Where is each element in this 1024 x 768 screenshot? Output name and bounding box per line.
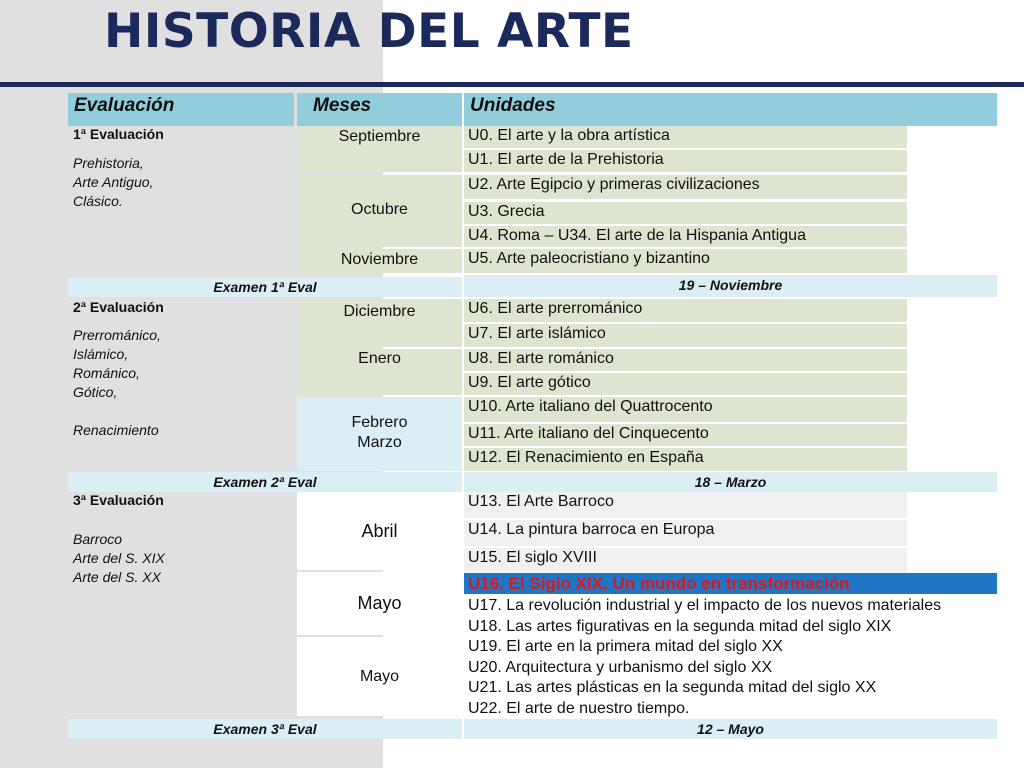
unit-row: U12. El Renacimiento en España [464,448,907,471]
unit-row: U18. Las artes figurativas en la segunda mitad del siglo XIX [468,617,892,635]
unit-row: U22. El arte de nuestro tiempo. [468,699,690,717]
evaluation-3-topic: Arte del S. XX [73,569,161,585]
exam-date: 18 – Marzo [464,472,997,492]
month-cell: Septiembre [297,126,462,172]
slide-title: HISTORIA DEL ARTE [104,4,634,59]
exam-label: Examen 2ª Eval [68,472,462,492]
month-cell-group [297,397,462,471]
title-underline [0,82,1024,87]
unit-group [464,595,997,636]
exam-date: 19 – Noviembre [464,275,997,297]
unit-row: U7. El arte islámico [464,324,907,347]
evaluation-2-topic: Islámico, [73,346,129,362]
unit-row: U4. Roma – U34. El arte de la Hispania Antigua [464,226,907,247]
evaluation-3-topic: Arte del S. XIX [73,550,165,566]
header-unidades: Unidades [464,93,997,126]
unit-row: U20. Arquitectura y urbanismo del siglo XX [468,658,773,676]
unit-row: U0. El arte y la obra artística [464,126,907,148]
unit-row: U21. Las artes plásticas en la segunda mitad del siglo XX [468,679,877,696]
unit-row: U6. El arte prerrománico [464,299,907,322]
month-cell: Marzo [357,434,402,451]
exam-label: Examen 1ª Eval [68,277,462,297]
evaluation-1-title: 1ª Evaluación [73,126,164,142]
month-cell: Febrero [351,414,408,431]
month-cell: Abril [297,492,462,570]
evaluation-2-topic: Renacimiento [73,422,159,438]
header-meses: Meses [297,93,462,126]
month-cell: Octubre [297,175,462,247]
unit-row-highlighted: U16. El Siglo XIX. Un mundo en transformación [464,573,997,594]
unit-row: U17. La revolución industrial y el impacto de los nuevos materiales [468,597,942,614]
unit-row: U15. El siglo XVIII [464,548,907,572]
unit-row: U2. Arte Egipcio y primeras civilizaciones [464,175,907,199]
exam-label: Examen 3ª Eval [68,719,462,739]
unit-row: U10. Arte italiano del Quattrocento [464,397,907,422]
unit-row: U9. El arte gótico [464,373,907,395]
unit-row: U13. El Arte Barroco [464,492,907,518]
month-cell: Mayo [297,572,462,635]
unit-row: U14. La pintura barroca en Europa [464,520,907,546]
unit-row: U11. Arte italiano del Cinquecento [464,424,907,446]
unit-row: U5. Arte paleocristiano y bizantino [464,249,907,273]
header-evaluacion: Evaluación [68,93,294,126]
evaluation-2-title: 2ª Evaluación [73,299,164,315]
month-cell: Diciembre [297,299,462,347]
month-cell: Enero [297,349,462,395]
unit-row: U1. El arte de la Prehistoria [464,150,907,172]
exam-date: 12 – Mayo [464,719,997,739]
evaluation-2-topic: Románico, [73,365,140,381]
evaluation-3-block [68,492,294,716]
evaluation-1-topic: Prehistoria, [73,155,144,171]
unit-row: U19. El arte en la primera mitad del siglo XX [468,638,783,655]
unit-row: U3. Grecia [464,202,907,224]
evaluation-2-topic: Gótico, [73,384,118,400]
unit-group [464,636,997,717]
evaluation-3-title: 3ª Evaluación [73,492,164,508]
unit-row: U8. El arte románico [464,349,907,371]
evaluation-3-topic: Barroco [73,531,123,547]
evaluation-1-topic: Arte Antiguo, [73,174,154,190]
evaluation-1-topic: Clásico. [73,193,123,209]
evaluation-2-topic: Prerrománico, [73,327,161,343]
month-cell: Noviembre [297,249,462,273]
month-cell: Mayo [297,637,462,716]
evaluation-2-block [68,299,294,471]
evaluation-1-block [68,126,294,276]
